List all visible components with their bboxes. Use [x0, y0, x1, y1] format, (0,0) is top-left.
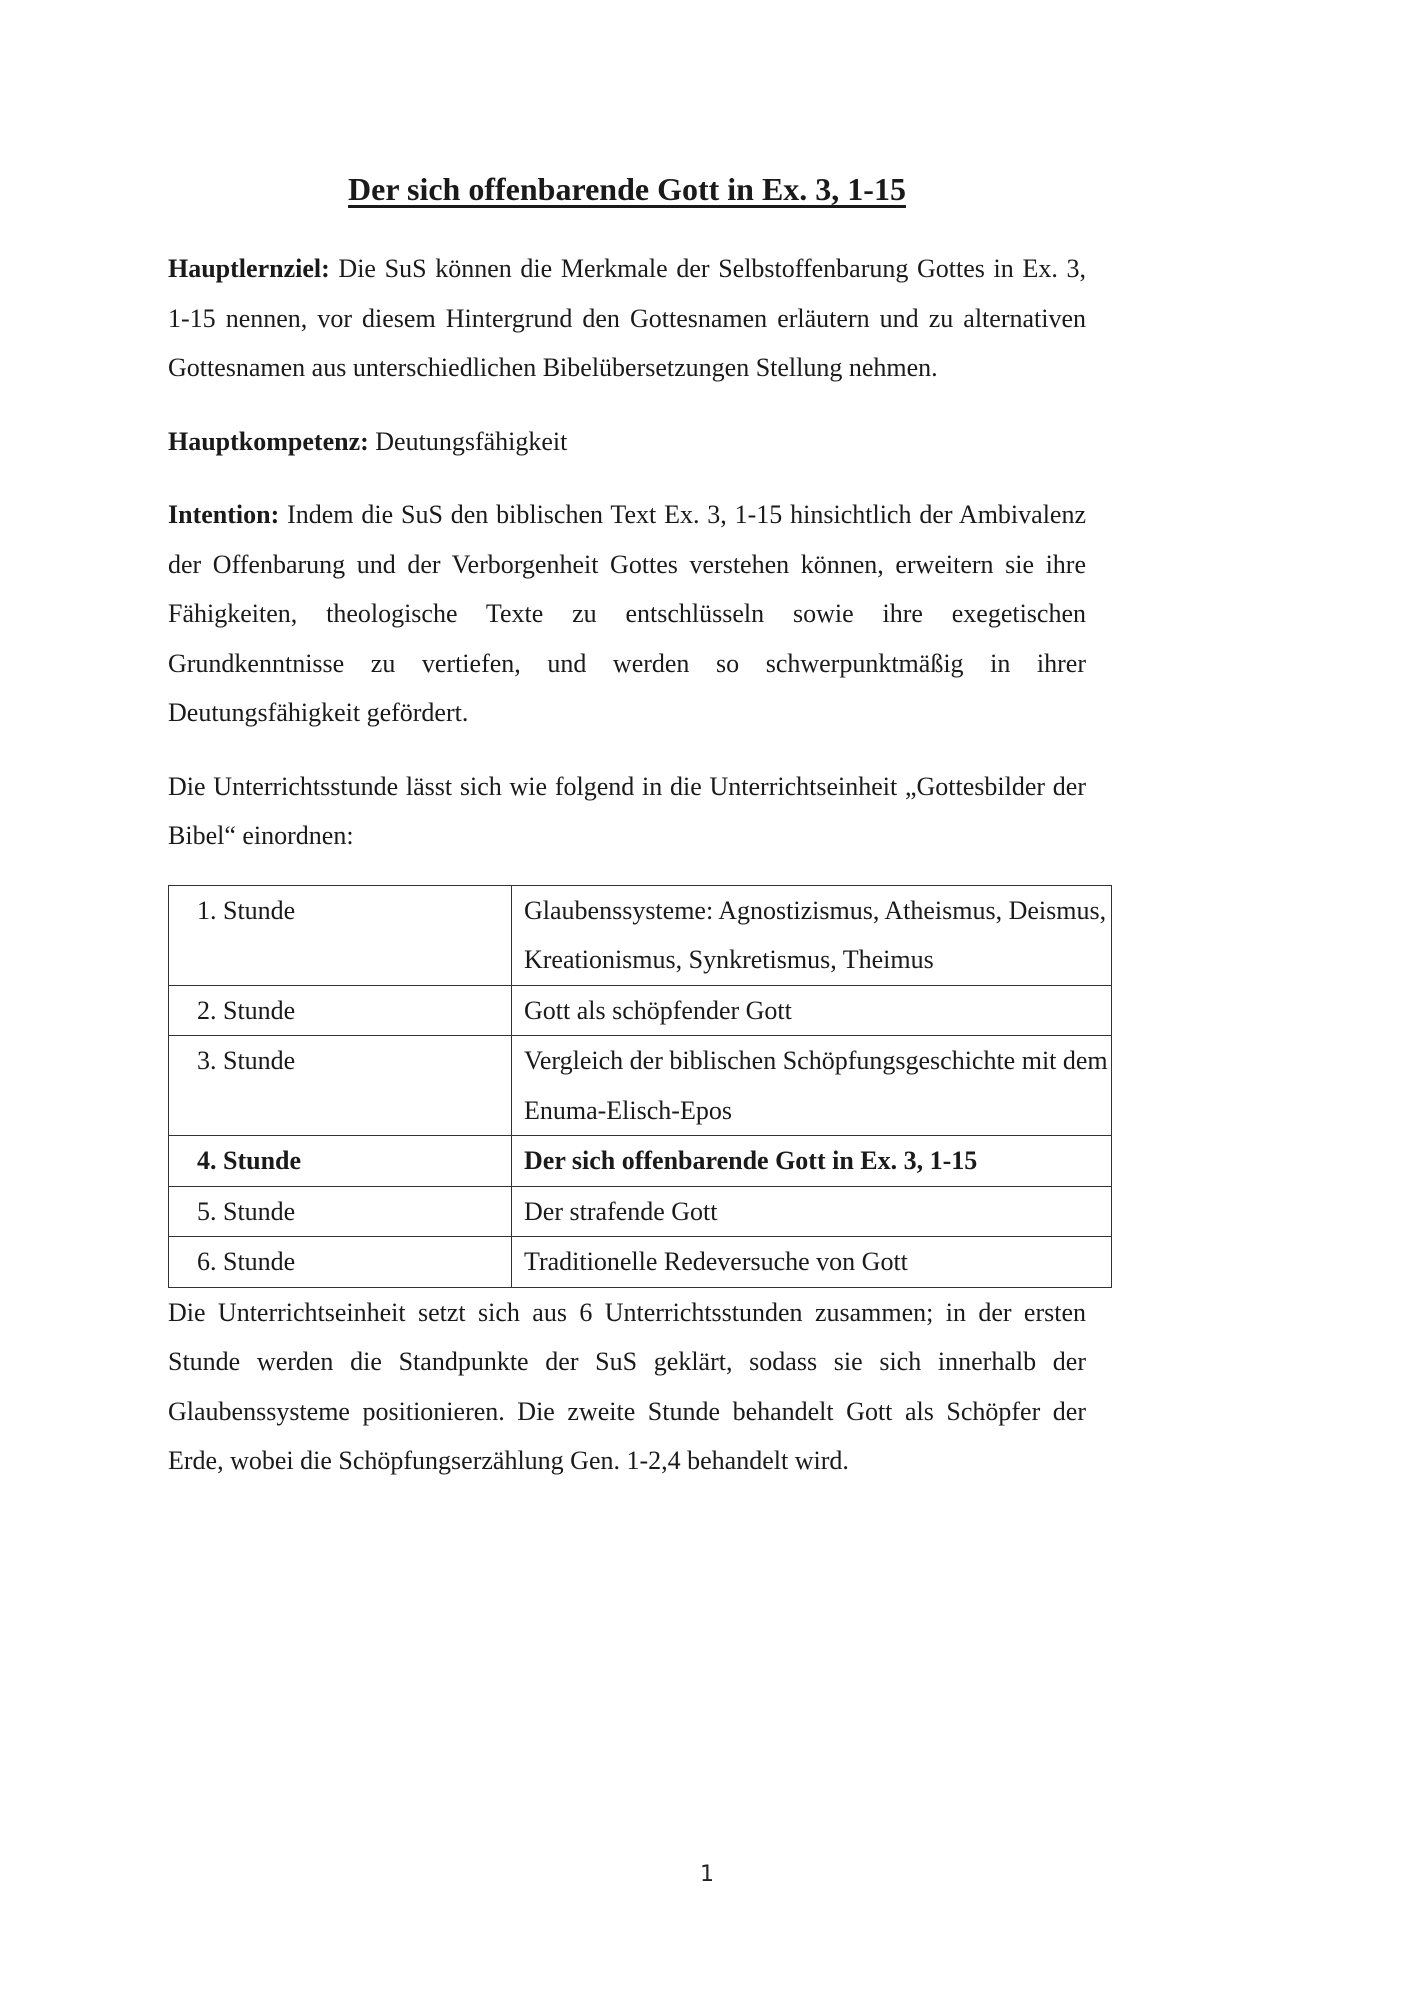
page-content	[168, 168, 1108, 1510]
summary-paragraph: Die Unterrichtseinheit setzt sich aus 6 Unterrichtsstunden zusammen; in der ersten Stunde werden die Standpunkte der SuS geklärt, sodass sie sich innerhalb der Glaubenssysteme positionieren. Die zweite Stunde behandelt Gott als Schöpfer der Erde, wobei die Schöpfungserzählung Gen. 1-2,4 behandelt wird.	[168, 1297, 1086, 1475]
table-row	[169, 885, 1112, 985]
intention-text: Indem die SuS den biblischen Text Ex. 3, 1-15 hinsichtlich der Ambivalenz der Offenbarung und der Verborgenheit Gottes verstehen können, erweitern sie ihre Fähigkeiten, theologische Texte zu entschlüsseln sowie ihre exegetischen Grundkenntnisse zu vertiefen, und werden so schwerpunktmäßig in ihrer Deutungsfähigkeit gefördert.	[168, 500, 1086, 727]
hauptlernziel-label: Hauptlernziel:	[168, 254, 330, 283]
hauptkompetenz-text: Deutungsfähigkeit	[368, 426, 568, 456]
table-cell-thema: Der strafende Gott	[512, 1186, 1112, 1237]
table-row	[169, 985, 1112, 1036]
table-cell-stunde: 1. Stunde	[169, 885, 512, 985]
hauptkompetenz-label: Hauptkompetenz:	[168, 426, 369, 456]
unit-table	[168, 885, 1112, 1288]
table-cell-thema: Gott als schöpfender Gott	[512, 985, 1112, 1036]
page-number: 1	[700, 1862, 714, 1887]
table-row	[169, 1237, 1112, 1288]
table-row	[169, 1186, 1112, 1237]
table-cell-thema: Der sich offenbarende Gott in Ex. 3, 1-15	[512, 1136, 1112, 1187]
table-row	[169, 1036, 1112, 1136]
table-cell-stunde: 3. Stunde	[169, 1036, 512, 1136]
document-title: Der sich offenbarende Gott in Ex. 3, 1-15	[348, 171, 906, 207]
table-row-current	[169, 1136, 1112, 1187]
table-cell-stunde: 6. Stunde	[169, 1237, 512, 1288]
table-cell-stunde: 5. Stunde	[169, 1186, 512, 1237]
hauptkompetenz-paragraph	[168, 417, 1086, 467]
table-cell-stunde: 2. Stunde	[169, 985, 512, 1036]
intention-label: Intention:	[168, 500, 280, 529]
intention-paragraph	[168, 490, 1086, 738]
hauptlernziel-paragraph	[168, 244, 1086, 393]
table-cell-thema: Traditionelle Redeversuche von Gott	[512, 1237, 1112, 1288]
table-cell-thema: Glaubenssysteme: Agnostizismus, Atheismus, Deismus, Kreationismus, Synkretismus, Theimus	[512, 885, 1112, 985]
table-cell-stunde: 4. Stunde	[169, 1136, 512, 1187]
intro-paragraph: Die Unterrichtsstunde lässt sich wie folgend in die Unterrichtseinheit „Gottesbilder der Bibel“ einordnen:	[168, 771, 1086, 850]
table-cell-thema: Vergleich der biblischen Schöpfungsgeschichte mit dem Enuma-Elisch-Epos	[512, 1036, 1112, 1136]
hauptlernziel-text: Die SuS können die Merkmale der Selbstoffenbarung Gottes in Ex. 3, 1-15 nennen, vor diesem Hintergrund den Gottesnamen erläutern und zu alternativen Gottesnamen aus unterschiedlichen Bibelübersetzungen Stellung nehmen.	[168, 254, 1086, 382]
